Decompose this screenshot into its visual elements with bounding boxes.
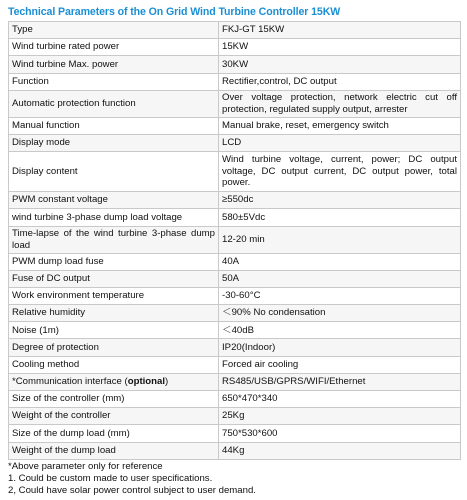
table-row xyxy=(9,356,461,373)
param-key: PWM dump load fuse xyxy=(9,253,219,270)
param-value: FKJ-GT 15KW xyxy=(219,22,461,39)
param-key: Noise (1m) xyxy=(9,322,219,339)
param-value: ＜40dB xyxy=(219,322,461,339)
param-value: ≥550dc xyxy=(219,192,461,209)
param-key: Automatic protection function xyxy=(9,90,219,117)
table-row xyxy=(9,442,461,459)
param-value: Rectifier,control, DC output xyxy=(219,73,461,90)
param-key-prefix: *Communication interface ( xyxy=(12,376,128,388)
param-key: Size of the controller (mm) xyxy=(9,391,219,408)
param-value: 750*530*600 xyxy=(219,425,461,442)
param-key: Size of the dump load (mm) xyxy=(9,425,219,442)
note-line: 1. Could be custom made to user specifications. xyxy=(8,473,213,485)
table-row xyxy=(9,270,461,287)
param-key: Type xyxy=(9,22,219,39)
param-value: IP20(Indoor) xyxy=(219,339,461,356)
param-value: 15KW xyxy=(219,39,461,56)
param-key: Display content xyxy=(9,152,219,192)
table-row xyxy=(9,209,461,226)
table-row xyxy=(9,90,461,117)
table-row xyxy=(9,408,461,425)
param-value: 44Kg xyxy=(219,442,461,459)
table-row xyxy=(9,287,461,304)
table-row xyxy=(9,425,461,442)
param-key: Relative humidity xyxy=(9,305,219,322)
param-key: wind turbine 3-phase dump load voltage xyxy=(9,209,219,226)
table-row xyxy=(9,22,461,39)
param-key: Wind turbine Max. power xyxy=(9,56,219,73)
page-title: Technical Parameters of the On Grid Wind Turbine Controller 15KW xyxy=(8,6,341,18)
table-row xyxy=(9,391,461,408)
param-key: Fuse of DC output xyxy=(9,270,219,287)
param-key: Function xyxy=(9,73,219,90)
param-value: RS485/USB/GPRS/WIFI/Ethernet xyxy=(219,373,461,390)
param-value: 650*470*340 xyxy=(219,391,461,408)
table-row xyxy=(9,192,461,209)
param-value: 40A xyxy=(219,253,461,270)
param-value: Manual brake, reset, emergency switch xyxy=(219,117,461,134)
note-line: *Above parameter only for reference xyxy=(8,460,163,472)
table-row xyxy=(9,56,461,73)
param-key: Display mode xyxy=(9,134,219,151)
table-row xyxy=(9,134,461,151)
param-key xyxy=(9,373,219,390)
table-row xyxy=(9,73,461,90)
table-row xyxy=(9,339,461,356)
table-row xyxy=(9,117,461,134)
param-value: Forced air cooling xyxy=(219,356,461,373)
table-row xyxy=(9,39,461,56)
param-value: LCD xyxy=(219,134,461,151)
param-key: Manual function xyxy=(9,117,219,134)
note-line: 2, Could have solar power control subject to user demand. xyxy=(8,485,256,497)
param-key: Degree of protection xyxy=(9,339,219,356)
param-value: ＜90% No condensation xyxy=(219,305,461,322)
param-key: Work environment temperature xyxy=(9,287,219,304)
param-key-suffix: ) xyxy=(165,376,169,388)
param-value: 580±5Vdc xyxy=(219,209,461,226)
param-value: Over voltage protection, network electric cut off protection, regulated supply output, arrester xyxy=(219,90,461,117)
param-key: Weight of the dump load xyxy=(9,442,219,459)
table-row xyxy=(9,226,461,253)
table-row xyxy=(9,373,461,390)
table-row xyxy=(9,305,461,322)
optional-label: optional xyxy=(127,376,166,388)
table-row xyxy=(9,152,461,192)
param-value: 12-20 min xyxy=(219,226,461,253)
table-row xyxy=(9,322,461,339)
notes-section xyxy=(8,461,461,498)
param-value: 30KW xyxy=(219,56,461,73)
param-key: Cooling method xyxy=(9,356,219,373)
table-row xyxy=(9,253,461,270)
param-key: Time-lapse of the wind turbine 3-phase dump load xyxy=(9,226,219,253)
param-value: 25Kg xyxy=(219,408,461,425)
param-value: 50A xyxy=(219,270,461,287)
param-key: Wind turbine rated power xyxy=(9,39,219,56)
param-key: Weight of the controller xyxy=(9,408,219,425)
param-key: PWM constant voltage xyxy=(9,192,219,209)
param-value: Wind turbine voltage, current, power; DC output voltage, DC output current, DC output power, total power. xyxy=(219,152,461,192)
parameters-table xyxy=(8,21,461,460)
param-value: -30-60°C xyxy=(219,287,461,304)
